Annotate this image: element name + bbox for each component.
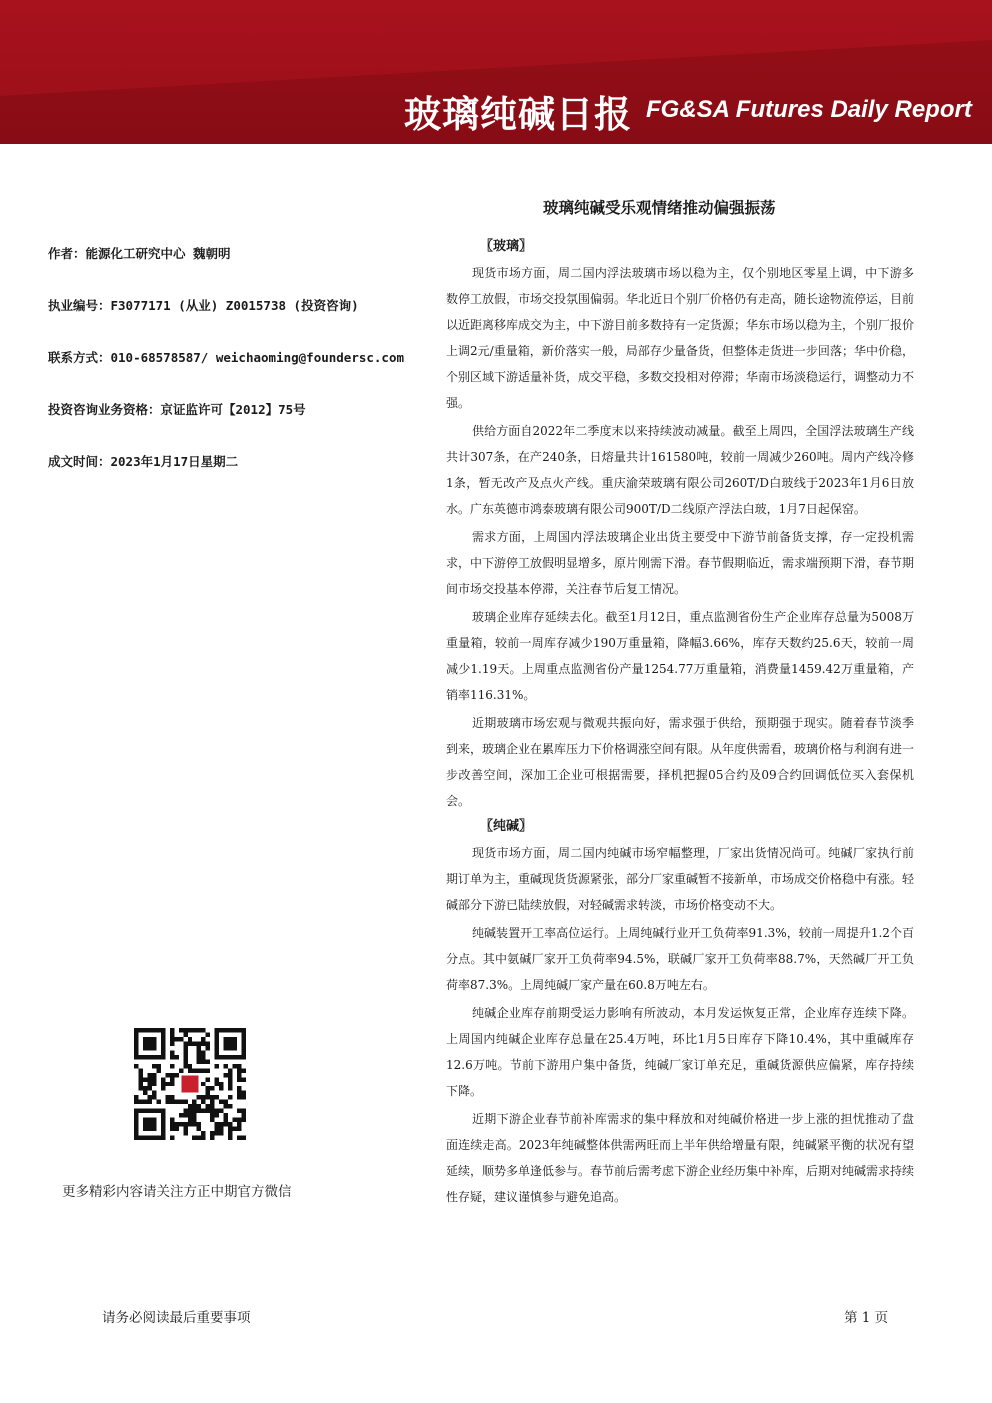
qr-module	[201, 1059, 205, 1063]
qr-module	[242, 1068, 246, 1072]
qr-module	[242, 1091, 246, 1095]
qr-module	[197, 1104, 201, 1108]
qr-module	[192, 1122, 196, 1126]
qr-module	[170, 1082, 174, 1086]
qr-module	[237, 1064, 241, 1068]
qr-module	[224, 1064, 228, 1068]
qr-module	[174, 1055, 178, 1059]
qr-module	[219, 1109, 223, 1113]
qr-module	[206, 1095, 210, 1099]
qr-module	[179, 1113, 183, 1117]
qr-module	[197, 1127, 201, 1131]
qr-module	[224, 1113, 228, 1117]
qr-module	[201, 1068, 205, 1072]
qr-module	[174, 1073, 178, 1077]
qr-module	[188, 1028, 192, 1032]
qr-module	[206, 1041, 210, 1045]
qr-module	[206, 1059, 210, 1063]
qr-module	[152, 1091, 156, 1095]
qr-module	[197, 1050, 201, 1054]
qr-module	[179, 1037, 183, 1041]
qr-module	[161, 1086, 165, 1090]
qr-module	[228, 1122, 232, 1126]
qr-module	[215, 1082, 219, 1086]
qr-module	[134, 1064, 138, 1068]
qr-module	[170, 1136, 174, 1140]
qr-module	[179, 1068, 183, 1072]
qr-module	[188, 1037, 192, 1041]
qr-brand-logo	[181, 1075, 198, 1092]
qr-module	[161, 1077, 165, 1081]
qr-module	[210, 1086, 214, 1090]
report-series-title-en: FG&SA Futures Daily Report	[646, 96, 972, 123]
qr-module	[192, 1041, 196, 1045]
qr-module	[183, 1028, 187, 1032]
qr-module	[228, 1068, 232, 1072]
header-banner	[0, 0, 992, 144]
qr-module	[237, 1136, 241, 1140]
qr-module	[183, 1100, 187, 1104]
qr-module	[228, 1073, 232, 1077]
qr-module	[138, 1100, 142, 1104]
qr-module	[192, 1104, 196, 1108]
qr-module	[170, 1073, 174, 1077]
qr-module	[197, 1055, 201, 1059]
qr-module	[170, 1041, 174, 1045]
qr-module	[197, 1095, 201, 1099]
qr-module	[197, 1109, 201, 1113]
qr-module	[210, 1109, 214, 1113]
qr-module	[215, 1077, 219, 1081]
page-number: 第 1 页	[844, 1310, 889, 1326]
qr-module	[147, 1086, 151, 1090]
qr-module	[197, 1059, 201, 1063]
qr-module	[138, 1073, 142, 1077]
qr-module	[179, 1028, 183, 1032]
qr-module	[183, 1064, 187, 1068]
qr-module	[143, 1077, 147, 1081]
qr-module	[174, 1037, 178, 1041]
qr-module	[156, 1064, 160, 1068]
qr-module	[170, 1028, 174, 1032]
qr-module	[183, 1122, 187, 1126]
qr-module	[188, 1113, 192, 1117]
qr-module	[215, 1127, 219, 1131]
qr-module	[170, 1100, 174, 1104]
qr-module	[201, 1100, 205, 1104]
qr-module	[152, 1082, 156, 1086]
qr-module	[183, 1127, 187, 1131]
qr-module	[165, 1082, 169, 1086]
qr-module	[183, 1050, 187, 1054]
qr-module	[237, 1122, 241, 1126]
paragraph: 现货市场方面，周二国内浮法玻璃市场以稳为主，仅个别地区零星上调，中下游多数停工放假，市场交投氛围偏弱。华北近日个别厂价格仍有走高，随长途物流停运，目前以近距离移库成交为主，中下游目前多数持有一定货源；华东市场以稳为主，个别厂报价上调2元/重量箱，新价落实一般，局部存少量备货，但整体走货进一步回落；华中价稳，个别区域下游适量补货，成交平稳，多数交投相对停滞；华南市场淡稳运行，调整动力不强。	[446, 266, 915, 410]
qr-module	[224, 1073, 228, 1077]
qr-module	[224, 1104, 228, 1108]
paragraph: 近期下游企业春节前补库需求的集中释放和对纯碱价格进一步上涨的担忧推动了盘面连续走高。2023年纯碱整体供需两旺而上半年供给增量有限，纯碱紧平衡的状况有望延续，顺势多单逢低参与。春节前后需考虑下游企业经历集中补库，后期对纯碱需求持续性存疑，建议谨慎参与避免追高。	[446, 1112, 915, 1204]
qr-module	[183, 1059, 187, 1063]
qr-module	[183, 1113, 187, 1117]
qr-module	[188, 1068, 192, 1072]
paragraph: 纯碱企业库存前期受运力影响有所波动，本月发运恢复正常，企业库存连续下降。上周国内纯碱企业库存总量在25.4万吨，环比1月5日库存下降10.4%，其中重碱库存12.6万吨。节前下游用户集中备货，纯碱厂家订单充足，重碱货源供应偏紧，库存持续下降。	[446, 1006, 914, 1098]
qr-module	[201, 1082, 205, 1086]
qr-module	[237, 1077, 241, 1081]
qr-module	[233, 1127, 237, 1131]
qr-module	[201, 1131, 205, 1135]
qr-module	[219, 1082, 223, 1086]
qr-module	[165, 1095, 169, 1099]
qr-module	[170, 1127, 174, 1131]
qr-module	[174, 1127, 178, 1131]
qr-module	[197, 1041, 201, 1045]
section-soda-ash	[446, 816, 914, 1210]
qr-module	[201, 1095, 205, 1099]
qr-module	[224, 1100, 228, 1104]
qr-module	[138, 1077, 142, 1081]
qr-caption: 更多精彩内容请关注方正中期官方微信	[62, 1184, 292, 1200]
qr-module	[183, 1055, 187, 1059]
qr-module	[192, 1068, 196, 1072]
qr-module	[147, 1100, 151, 1104]
qr-module	[233, 1064, 237, 1068]
qr-module	[219, 1086, 223, 1090]
qr-module	[206, 1109, 210, 1113]
footer-notice: 请务必阅读最后重要事项	[102, 1310, 251, 1326]
qr-finder	[224, 1037, 237, 1050]
qr-module	[152, 1073, 156, 1077]
qr-module	[233, 1118, 237, 1122]
qr-module	[228, 1082, 232, 1086]
section-glass	[446, 236, 914, 814]
qr-module	[192, 1113, 196, 1117]
qr-module	[170, 1032, 174, 1036]
qr-module	[192, 1100, 196, 1104]
qr-module	[183, 1046, 187, 1050]
qr-module	[143, 1086, 147, 1090]
qr-module	[143, 1100, 147, 1104]
qr-module	[201, 1109, 205, 1113]
qr-module	[170, 1037, 174, 1041]
qr-module	[237, 1118, 241, 1122]
qr-module	[228, 1077, 232, 1081]
qr-module	[156, 1068, 160, 1072]
qr-module	[215, 1109, 219, 1113]
license-line: 执业编号：F3077171 (从业) Z0015738 (投资咨询)	[48, 298, 359, 313]
qr-module	[192, 1109, 196, 1113]
qr-module	[161, 1082, 165, 1086]
qr-module	[183, 1109, 187, 1113]
author-line: 作者：能源化工研究中心 魏朝明	[48, 246, 231, 261]
qr-module	[197, 1136, 201, 1140]
qr-module	[215, 1113, 219, 1117]
qr-module	[242, 1113, 246, 1117]
section-heading: 〖纯碱〗	[480, 819, 533, 834]
qr-module	[215, 1095, 219, 1099]
qr-module	[201, 1037, 205, 1041]
qr-module	[210, 1095, 214, 1099]
qr-module	[210, 1131, 214, 1135]
qr-module	[188, 1104, 192, 1108]
qr-module	[219, 1127, 223, 1131]
qr-module	[206, 1046, 210, 1050]
qr-module	[197, 1028, 201, 1032]
paragraph: 纯碱装置开工率高位运行。上周纯碱行业开工负荷率91.3%，较前一周提升1.2个百分点。其中氨碱厂家开工负荷率94.5%，联碱厂家开工负荷率88.7%，天然碱厂开工负荷率87.3%。上周纯碱厂家产量在60.8万吨左右。	[446, 926, 914, 992]
qr-module	[242, 1118, 246, 1122]
qr-module	[215, 1064, 219, 1068]
qr-module	[219, 1122, 223, 1126]
qr-module	[170, 1077, 174, 1081]
qr-module	[183, 1041, 187, 1045]
qr-module	[156, 1100, 160, 1104]
qr-module	[152, 1064, 156, 1068]
qr-module	[138, 1082, 142, 1086]
qr-module	[138, 1086, 142, 1090]
qr-module	[134, 1095, 138, 1099]
qr-module	[210, 1136, 214, 1140]
qr-module	[147, 1082, 151, 1086]
qr-module	[206, 1086, 210, 1090]
qualification-line: 投资咨询业务资格：京证监许可【2012】75号	[48, 402, 306, 417]
qr-module	[210, 1113, 214, 1117]
qr-module	[152, 1077, 156, 1081]
wechat-qr-code[interactable]	[134, 1028, 246, 1140]
paragraph: 需求方面，上周国内浮法玻璃企业出货主要受中下游节前备货支撑，存一定投机需求，中下游停工放假明显增多，原片刚需下滑。春节假期临近，需求端预期下滑，春节期间市场交投基本停滞，关注春节后复工情况。	[446, 530, 915, 596]
qr-module	[206, 1077, 210, 1081]
qr-module	[188, 1109, 192, 1113]
qr-module	[228, 1127, 232, 1131]
qr-module	[188, 1064, 192, 1068]
report-body	[446, 236, 914, 1212]
qr-module	[147, 1095, 151, 1099]
paragraph: 近期玻璃市场宏观与微观共振向好，需求强于供给，预期强于现实。随着春节淡季到来，玻璃企业在累库压力下价格调涨空间有限。从年度供需看，玻璃价格与利润有进一步改善空间，深加工企业可根据需要，择机把握05合约及09合约回调低位买入套保机会。	[446, 716, 915, 808]
qr-module	[201, 1055, 205, 1059]
qr-module	[228, 1095, 232, 1099]
qr-module	[174, 1122, 178, 1126]
qr-module	[201, 1028, 205, 1032]
qr-module	[170, 1055, 174, 1059]
qr-module	[197, 1122, 201, 1126]
paragraph: 玻璃企业库存延续去化。截至1月12日，重点监测省份生产企业库存总量为5008万重量箱，较前一周库存减少190万重量箱，降幅3.66%，库存天数约25.6天，较前一周减少1.19天。上周重点监测省份产量1254.77万重量箱，消费量1459.42万重量箱，产销率116.31%。	[446, 610, 914, 702]
qr-module	[197, 1068, 201, 1072]
qr-module	[147, 1073, 151, 1077]
qr-module	[237, 1091, 241, 1095]
qr-module	[242, 1095, 246, 1099]
qr-module	[134, 1100, 138, 1104]
qr-module	[152, 1095, 156, 1099]
qr-module	[179, 1122, 183, 1126]
qr-module	[237, 1095, 241, 1099]
qr-module	[210, 1104, 214, 1108]
qr-module	[206, 1068, 210, 1072]
qr-module	[206, 1091, 210, 1095]
paragraph: 供给方面自2022年二季度末以来持续波动减量。截至上周四，全国浮法玻璃生产线共计307条，在产240条，日熔量共计161580吨，较前一周减少260吨。周内产线冷修1条，暂无改产及点火产线。重庆渝荣玻璃有限公司260T/D白玻线于2023年1月6日放水。广东英德市鸿泰玻璃有限公司900T/D二线原产浮法白玻，1月7日起保窑。	[446, 424, 914, 516]
qr-module	[228, 1131, 232, 1135]
qr-module	[228, 1086, 232, 1090]
qr-module	[147, 1077, 151, 1081]
paragraph: 现货市场方面，周二国内纯碱市场窄幅整理，厂家出货情况尚可。纯碱厂家执行前期订单为主，重碱现货货源紧张，部分厂家重碱暂不接新单，市场成交价格稳中有涨。轻碱部分下游已陆续放假，对轻碱需求转淡，市场价格变动不大。	[446, 846, 915, 912]
contact-line: 联系方式：010-68578587/ weichaoming@foundersc.com	[48, 350, 404, 365]
date-line: 成文时间：2023年1月17日星期二	[48, 454, 239, 469]
qr-module	[179, 1100, 183, 1104]
qr-module	[219, 1100, 223, 1104]
qr-module	[237, 1127, 241, 1131]
qr-module	[188, 1122, 192, 1126]
qr-module	[210, 1100, 214, 1104]
qr-module	[237, 1109, 241, 1113]
qr-module	[192, 1136, 196, 1140]
section-heading: 〖玻璃〗	[480, 239, 533, 254]
qr-module	[170, 1064, 174, 1068]
qr-module	[183, 1032, 187, 1036]
qr-module	[192, 1028, 196, 1032]
qr-module	[170, 1095, 174, 1099]
qr-module	[210, 1118, 214, 1122]
qr-module	[228, 1136, 232, 1140]
qr-module	[206, 1104, 210, 1108]
qr-module	[215, 1131, 219, 1135]
qr-module	[170, 1118, 174, 1122]
report-series-title: 玻璃纯碱日报	[404, 93, 632, 136]
report-title: 玻璃纯碱受乐观情绪推动偏强振荡	[543, 199, 776, 217]
qr-module	[242, 1077, 246, 1081]
qr-module	[197, 1046, 201, 1050]
qr-module	[188, 1118, 192, 1122]
qr-module	[237, 1073, 241, 1077]
qr-finder	[143, 1037, 156, 1050]
qr-finder	[143, 1118, 156, 1131]
qr-module	[228, 1104, 232, 1108]
qr-module	[174, 1100, 178, 1104]
qr-module	[201, 1136, 205, 1140]
qr-module	[224, 1122, 228, 1126]
qr-module	[143, 1091, 147, 1095]
qr-module	[201, 1041, 205, 1045]
qr-module	[215, 1122, 219, 1126]
qr-module	[224, 1118, 228, 1122]
qr-module	[237, 1086, 241, 1090]
qr-module	[165, 1073, 169, 1077]
qr-module	[170, 1050, 174, 1054]
qr-module	[183, 1131, 187, 1135]
qr-module	[206, 1032, 210, 1036]
qr-module	[165, 1100, 169, 1104]
qr-module	[242, 1136, 246, 1140]
qr-module	[170, 1122, 174, 1126]
qr-module	[188, 1041, 192, 1045]
qr-module	[242, 1109, 246, 1113]
qr-module	[237, 1068, 241, 1072]
qr-module	[192, 1118, 196, 1122]
qr-module	[219, 1131, 223, 1135]
qr-module	[138, 1068, 142, 1072]
qr-module	[201, 1050, 205, 1054]
